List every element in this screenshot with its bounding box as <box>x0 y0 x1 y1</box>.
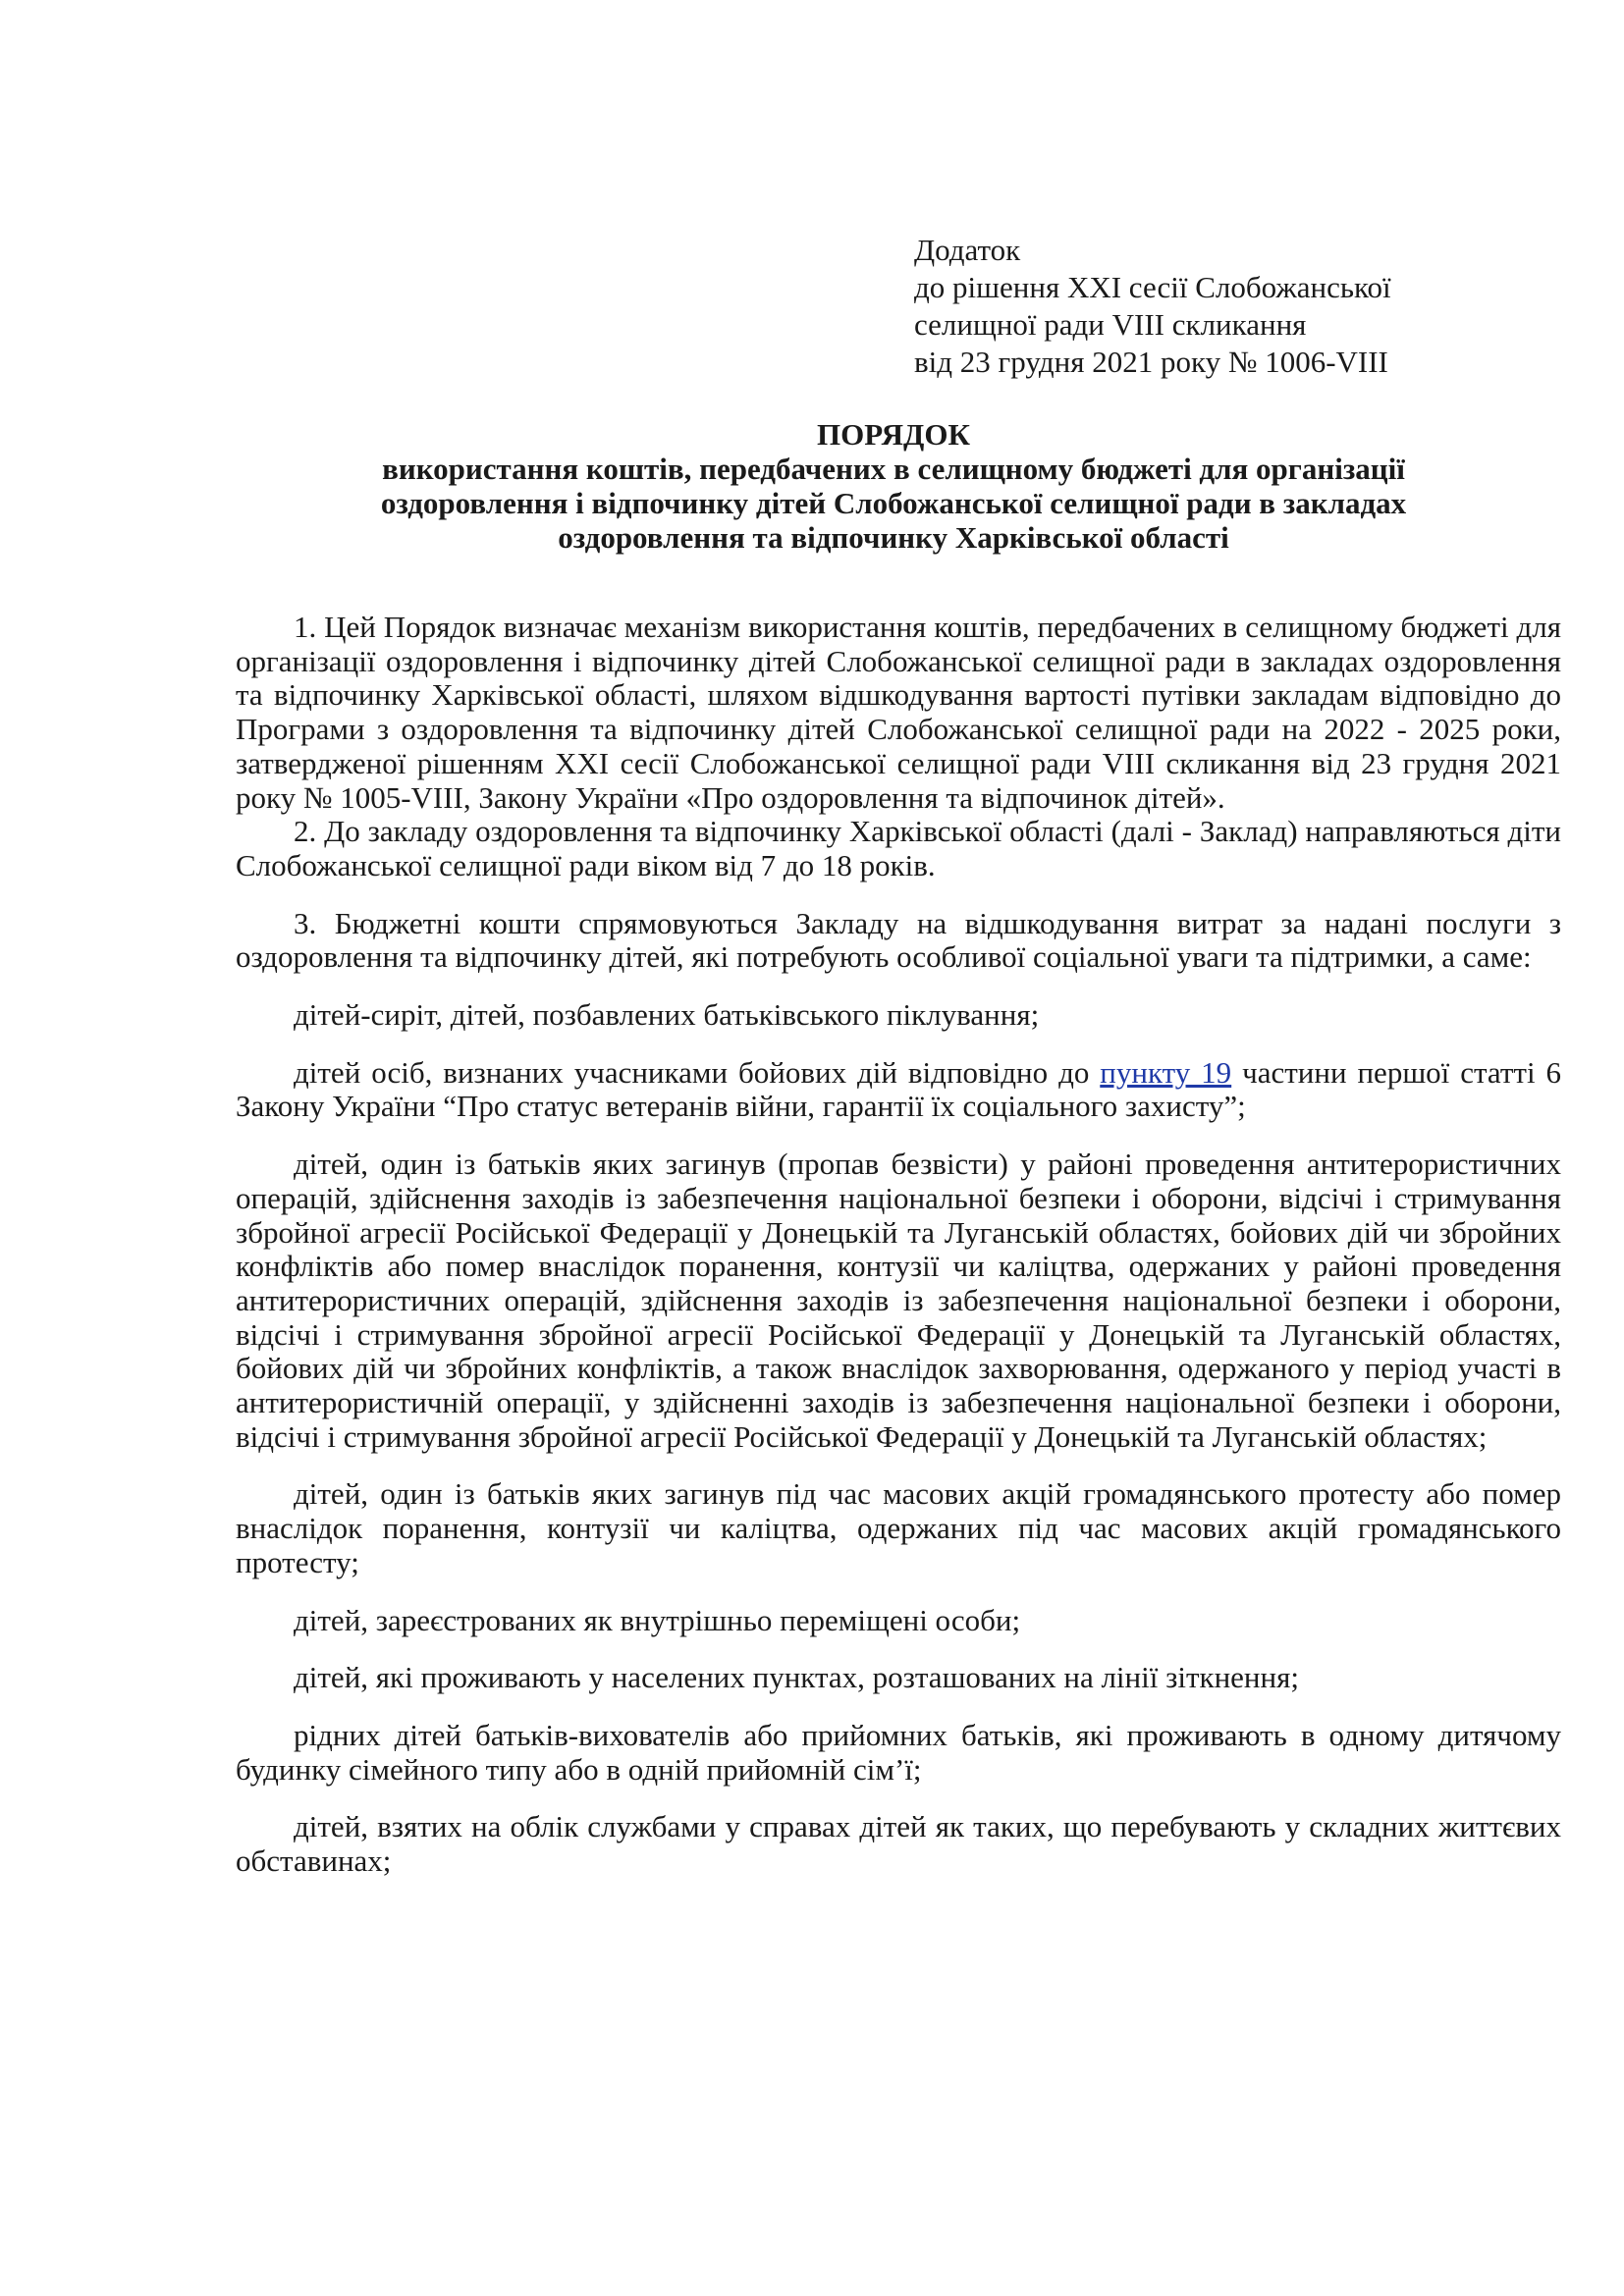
paragraph-1: 1. Цей Порядок визначає механізм використання коштів, передбачених в селищному бюджеті для організації оздоровлення і відпочинку дітей Слобожанської селищної ради в закладах оздоровлення та відпочинку Харківської області, шляхом відшкодування вартості путівки закладам відповідно до Програми з оздоровлення та відпочинку дітей Слобожанської селищної ради на 2022 - 2025 роки, затвердженої рішенням XXI сесії Слобожанської селищної ради VIII скликання від 23 грудня 2021 року № 1005-VIII, Закону України «Про оздоровлення та відпочинок дітей». <box>236 610 1561 815</box>
annex-block <box>914 232 1391 381</box>
paragraph-5-text-start: дітей осіб, визнаних учасниками бойових дій відповідно до <box>294 1054 1101 1090</box>
paragraph-9: дітей, які проживають у населених пунктах, розташованих на лінії зіткнення; <box>294 1660 1299 1695</box>
annex-line-4: від 23 грудня 2021 року № 1006-VIII <box>914 345 1388 379</box>
paragraph-5 <box>236 1056 1561 1124</box>
annex-line-1: Додаток <box>914 233 1021 267</box>
law-point-link[interactable]: пункту 19 <box>1100 1054 1232 1090</box>
paragraph-4: дітей-сиріт, дітей, позбавлених батьківського піклування; <box>294 997 1040 1033</box>
title-line-2: оздоровлення і відпочинку дітей Слобожанської селищної ради в закладах <box>380 486 1407 520</box>
title-line-3: оздоровлення та відпочинку Харківської області <box>558 520 1229 555</box>
paragraph-2: 2. До закладу оздоровлення та відпочинку Харківської області (далі - Заклад) направляються діти Слобожанської селищної ради віком від 7 до 18 років. <box>236 814 1561 882</box>
title-line-1: використання коштів, передбачених в селищному бюджеті для організації <box>382 452 1405 486</box>
paragraph-10: рідних дітей батьків-вихователів або прийомних батьків, які проживають в одному дитячому будинку сімейного типу або в одній прийомній сім’ї; <box>236 1717 1561 1787</box>
document-title <box>236 417 1551 555</box>
paragraph-6: дітей, один із батьків яких загинув (пропав безвісти) у районі проведення антитерористичних операцій, здійснення заходів із забезпечення національної безпеки і оборони, відсічі і стримування збройної агресії Російської Федерації у Донецькій та Луганській областях, бойових дій чи збройних конфліктів або помер внаслідок поранення, контузії чи каліцтва, одержаних у районі проведення антитерористичних операцій, здійснення заходів із забезпечення національної безпеки і оборони, відсічі і стримування збройної агресії Російської Федерації у Донецькій та Луганській областях, бойових дій чи збройних конфліктів, а також внаслідок захворювання, одержаного у період участі в антитерористичній операції, у здійсненні заходів із забезпечення національної безпеки і оборони, відсічі і стримування збройної агресії Російської Федерації у Донецькій та Луганській областях; <box>236 1147 1561 1454</box>
paragraph-3: 3. Бюджетні кошти спрямовуються Закладу на відшкодування витрат за надані послуги з оздоровлення та відпочинку дітей, які потребують особливої соціальної уваги та підтримки, а саме: <box>236 905 1561 975</box>
document-body <box>236 611 1561 1879</box>
paragraph-5-text-end: частини першої статті 6 Закону України “Про статус ветеранів війни, гарантії їх соціального захисту”; <box>236 1054 1562 1124</box>
paragraph-8: дітей, зареєстрованих як внутрішньо переміщені особи; <box>294 1602 1021 1637</box>
paragraph-11: дітей, взятих на облік службами у справах дітей як таких, що перебувають у складних життєвих обставинах; <box>236 1809 1561 1879</box>
title-heading: ПОРЯДОК <box>817 417 970 452</box>
annex-line-3: селищної ради VIII скликання <box>914 307 1307 342</box>
annex-line-2: до рішення XXI сесії Слобожанської <box>914 270 1391 304</box>
paragraph-7: дітей, один із батьків яких загинув під час масових акцій громадянського протесту або помер внаслідок поранення, контузії чи каліцтва, одержаних під час масових акцій громадянського протесту; <box>236 1476 1561 1579</box>
